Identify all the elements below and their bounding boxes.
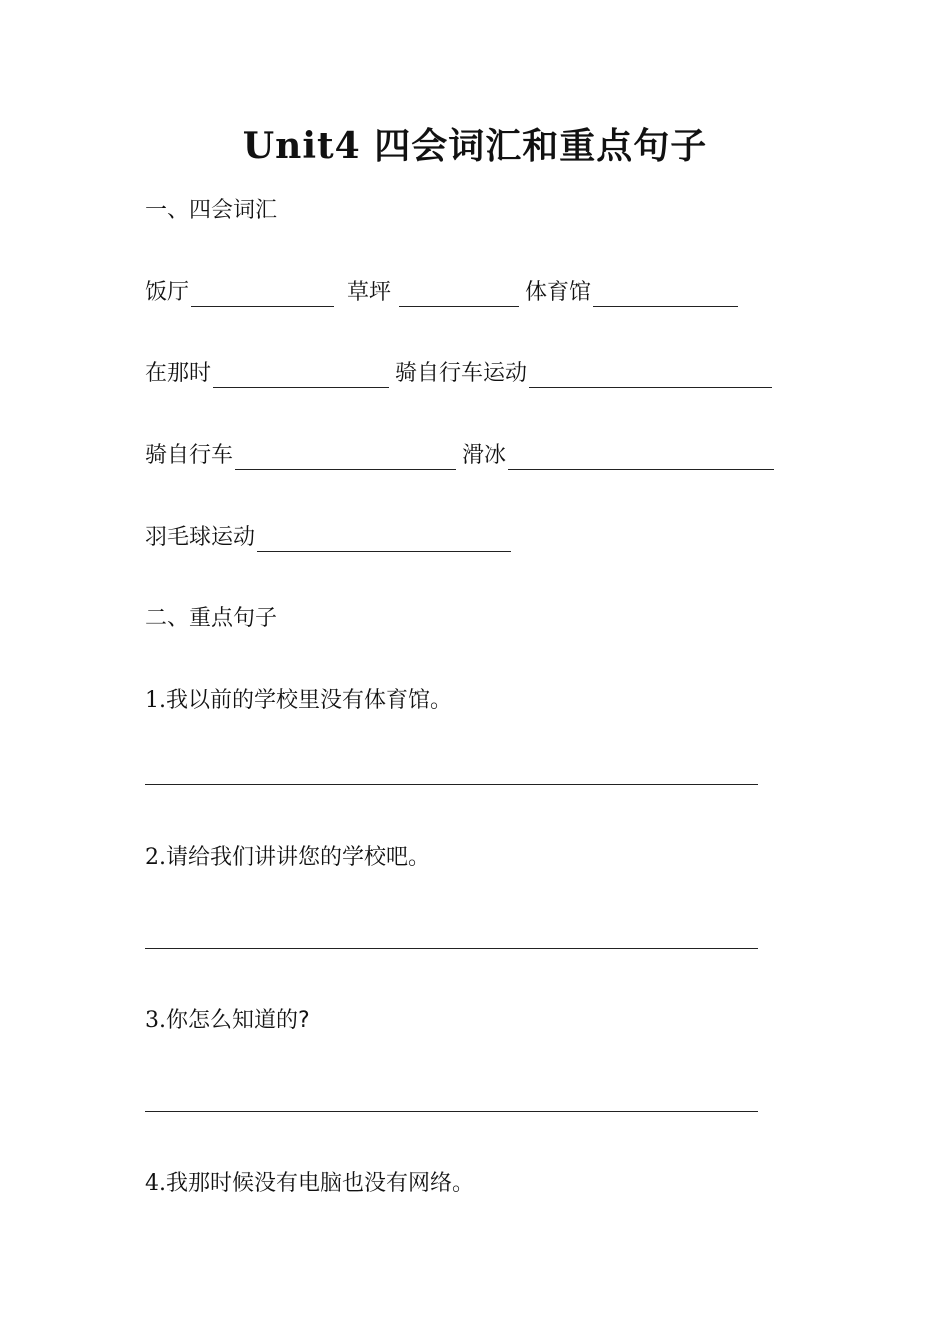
vocab-row: [145, 438, 774, 474]
vocab-blank[interactable]: [191, 278, 334, 307]
section-heading-sentences: 二、重点句子: [145, 606, 278, 631]
answer-line[interactable]: [145, 784, 758, 785]
sentence-item: [145, 1166, 474, 1202]
vocab-blank[interactable]: [257, 523, 511, 552]
sentence-number: 2.: [145, 845, 166, 870]
vocab-word: 体育馆: [525, 280, 592, 305]
vocab-word: 滑冰: [462, 443, 507, 468]
answer-line[interactable]: [145, 948, 758, 949]
sentence-item: [145, 683, 452, 719]
vocab-row: [145, 275, 744, 311]
sentence-number: 1.: [145, 688, 166, 713]
answer-line[interactable]: [145, 1111, 758, 1112]
vocab-row: [145, 520, 517, 556]
sentence-item: [145, 1003, 310, 1039]
vocab-blank[interactable]: [593, 278, 738, 307]
sentence-item: [145, 840, 430, 876]
sentence-text: 我那时候没有电脑也没有网络。: [166, 1171, 475, 1196]
vocab-word: 饭厅: [145, 280, 190, 305]
vocab-blank[interactable]: [529, 359, 772, 388]
sentence-text: 你怎么知道的?: [166, 1008, 310, 1033]
sentence-text: 请给我们讲讲您的学校吧。: [166, 845, 431, 870]
vocab-blank[interactable]: [399, 278, 519, 307]
section-heading-vocabulary: 一、四会词汇: [145, 198, 278, 223]
vocab-word: 草坪: [347, 280, 392, 305]
page-title: Unit4 四会词汇和重点句子: [242, 125, 708, 167]
sentence-text: 我以前的学校里没有体育馆。: [166, 688, 453, 713]
vocab-blank[interactable]: [508, 441, 774, 470]
sentence-number: 3.: [145, 1008, 166, 1033]
vocab-word: 在那时: [145, 361, 212, 386]
vocab-word: 骑自行车: [145, 443, 234, 468]
vocab-blank[interactable]: [213, 359, 389, 388]
vocab-word: 骑自行车运动: [395, 361, 528, 386]
vocab-word: 羽毛球运动: [145, 525, 256, 550]
vocab-row: [145, 356, 772, 392]
vocab-blank[interactable]: [235, 441, 456, 470]
sentence-number: 4.: [145, 1171, 166, 1196]
